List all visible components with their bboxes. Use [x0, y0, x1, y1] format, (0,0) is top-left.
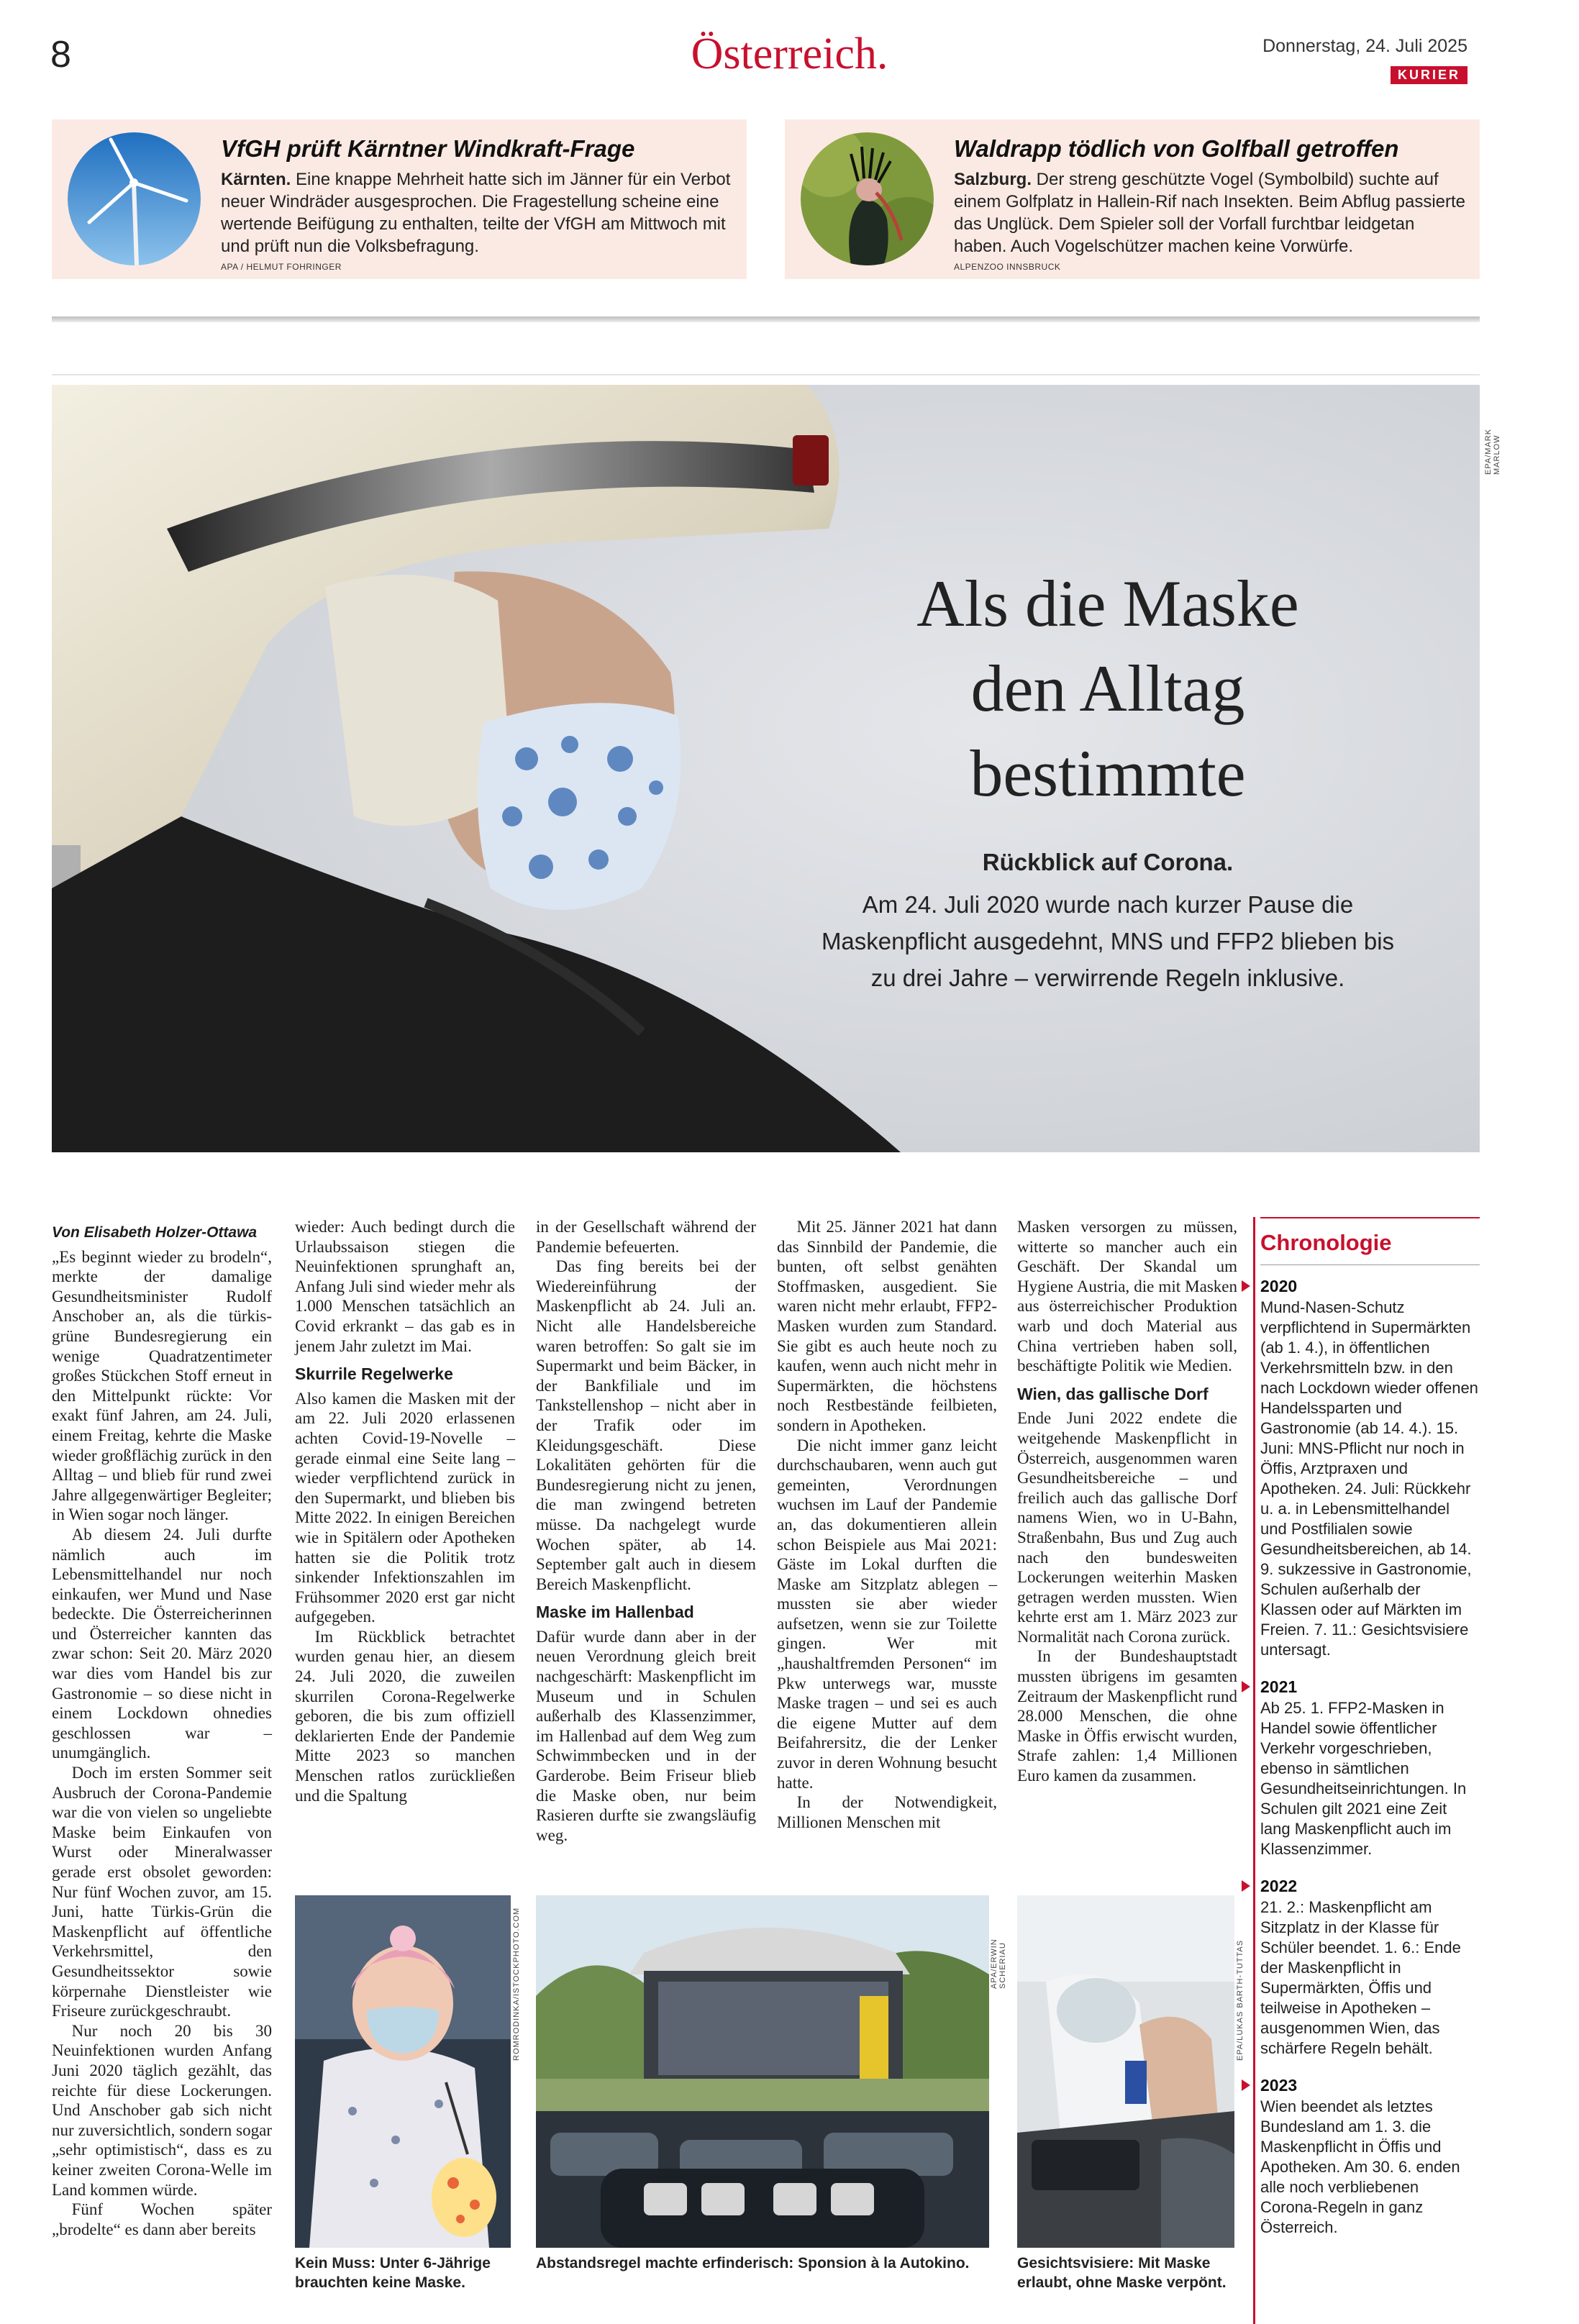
photo-credit: ROMRODINKA/ISTOCKPHOTO.COM — [512, 1907, 521, 2061]
article-column-2 — [295, 1217, 515, 1805]
photo-caption: Kein Muss: Unter 6-Jährige brauchten keine Maske. — [295, 2255, 491, 2291]
chronology-text: Mund-Nasen-Schutz verpflichtend in Supermärkten (ab 1. 4.), in öffentlichen Verkehrsmitteln bzw. in den nach Lockdown wieder offenen Handelssparten und Gastronomie (ab 14. 4.). 15. Juni: MNS-Pflicht nur noch in Öffis, Arztpraxen und Apotheken. 24. Juli: Rückkehr u. a. in Lebensmittelhandel und Postfilialen sowie Gesundheitsbereichen, ab 14. 9. sukzessive in Gastronomie, Schulen außerhalb der Klassen oder auf Märkten im Freien. 7. 11.: Gesichtsvisiere untersagt. — [1260, 1298, 1478, 1659]
photo-credit: ALPENZOO INNSBRUCK — [954, 262, 1061, 272]
paragraph: „Es beginnt wieder zu brodeln“, merkte der damalige Gesundheitsminister Rudolf Anschober an, als die türkis-grüne Bundesregierung ein wenige Quadratzentimeter großes Stückchen Stoff erneut in den Mittelpunkt rückte: Vor exakt fünf Jahren, am 24. Juli, einem Freitag, kehrte die Maske wieder großflächig zurück in den Alltag – und blieb für rund zwei Jahre allgegenwärtiger Begleiter; in Wien sogar noch länger. — [52, 1247, 272, 1524]
paragraph: Also kamen die Masken mit der am 22. Juli 2020 erlassenen achten Covid-19-Novelle – gerade einmal eine Seite lang – wieder verpflichtend zurück in den Supermarkt, und blieben bis Mitte 2022. In einigen Bereichen wie in Spitälern oder Apotheken hatten sie die Politik trotz sinkender Infektionszahlen im Frühsommer 2020 erst gar nicht aufgegeben. — [295, 1389, 515, 1626]
news-box-waldrapp — [785, 119, 1480, 279]
bird-photo — [801, 132, 934, 265]
issue-date: Donnerstag, 24. Juli 2025 — [1262, 36, 1467, 56]
byline: Von Elisabeth Holzer-Ottawa — [52, 1224, 258, 1241]
chronology-year: 2020 — [1260, 1277, 1480, 1296]
chronology-year: 2021 — [1260, 1677, 1480, 1697]
chronology-year: 2022 — [1260, 1877, 1480, 1896]
photo-credit: APA/ERWIN SCHERIAU — [990, 1938, 1007, 1989]
paragraph: Ab diesem 24. Juli durfte nämlich auch im Lebensmittelhandel nur noch einkaufen, wer Mund und Nase bedeckte. Die Österreicherinnen und Österreicher kannten das zwar schon: Seit 20. März 2020 war dies vom Handel bis zur Gastronomie – so diese nicht in einem Lockdown ohnedies geschlossen war – unumgänglich. — [52, 1525, 272, 1762]
paragraph: Im Rückblick betrachtet wurden genau hier, an diesem 24. Juli 2020, die zuweilen skurrilen Corona-Regelwerke geboren, die bis zum offiziell deklarierten Ende der Pandemie Mitte 2023 so manchen Menschen ratlos zurückließen und die Spaltung — [295, 1627, 515, 1805]
chronology-sidebar — [1260, 1217, 1480, 2255]
photo-caption: Abstandsregel machte erfinderisch: Sponsion à la Autokino. — [536, 2255, 970, 2271]
sidebar-rule — [1253, 1217, 1255, 2324]
news-title: VfGH prüft Kärntner Windkraft-Frage — [221, 135, 635, 162]
child-lantern-photo — [295, 1895, 511, 2248]
headline: Als die Maske den Alltag bestimmte — [916, 567, 1299, 810]
paragraph: Nur noch 20 bis 30 Neuinfektionen wurden Anfang Juni 2020 täglich gezählt, das reichte für diese Lockerungen. Und Anschober gab sich nicht nur zuversichtlich, sondern sogar „sehr optimistisch“, dass es zu keiner zweiten Corona-Welle im Land kommen würde. — [52, 2021, 272, 2199]
article-column-3 — [536, 1217, 756, 1845]
deck: Am 24. Juli 2020 wurde nach kurzer Pause die Maskenpflicht ausgedehnt, MNS und FFP2 blieben bis zu drei Jahre – verwirrende Regeln inklusive. — [821, 891, 1395, 991]
chronology-year: 2023 — [1260, 2076, 1480, 2095]
chronology-text: Ab 25. 1. FFP2-Masken in Handel sowie öffentlicher Verkehr vorgeschrieben, ebenso in sämtlichen Gesundheitseinrichtungen. In Schulen gilt 2021 eine Zeit lang Maskenpflicht auch im Klassenzimmer. — [1260, 1699, 1467, 1858]
paragraph: Das fing bereits bei der Wiedereinführung der Maskenpflicht ab 24. Juli an. Nicht alle Handelsbereiche waren betroffen: So galt sie im Supermarkt und beim Bäcker, in der Bankfiliale und im Tankstellenshop – nicht aber in der Trafik oder im Kleidungsgeschäft. Diese Lokalitäten gehörten für die Bundesregierung nicht zu jenen, die man zwingend betreten müsse. Da nachgelegt wurde Wochen später, ab 14. September galt auch in diesem Bereich Maskenpflicht. — [536, 1257, 756, 1593]
paragraph: Masken versorgen zu müssen, witterte so mancher auch ein Geschäft. Der Skandal um Hygiene Austria, die mit Masken aus österreichischer Produktion warb und doch Material aus China vertrieben haben soll, beschäftigte Politik wie Medien. — [1017, 1218, 1237, 1375]
paragraph: Fünf Wochen später „brodelte“ es dann aber bereits — [52, 2200, 272, 2238]
test-station-photo — [1017, 1895, 1234, 2248]
article-column-4 — [777, 1217, 997, 1832]
paragraph: Ende Juni 2022 endete die weitgehende Maskenpflicht in Österreich, ausgenommen waren Gesundheitsbereiche – und freilich auch das gallische Dorf namens Wien, wo in U-Bahn, Straßenbahn, Bus und Zug auch nach den bundesweiten Lockerungen weiterhin Masken getragen werden mussten. Wien kehrte erst am 1. März 2023 zur Normalität nach Corona zurück. — [1017, 1409, 1237, 1646]
paragraph: Dafür wurde dann aber in der neuen Verordnung gleich breit nachgeschärft: Maskenpflicht im Museum und in Schulen außerhalb des Klassenzimmer, im Hallenbad auf dem Weg zum Schwimmbecken und in der Garderobe. Beim Friseur blieb die Maske oben, nur beim Rasieren durfte sie zwangsläufig weg. — [536, 1627, 756, 1844]
paragraph: Mit 25. Jänner 2021 hat dann das Sinnbild der Pandemie, die bunten, oft selbst genähten Stoffmasken, ausgedient. Sie waren nicht mehr erlaubt, FFP2-Masken wurden zum Standard. Sie gibt es auch heute noch zu kaufen, wenn auch nicht mehr in Supermärkten, die höchstens noch Restbestände feilbieten, sondern in Apotheken. — [777, 1218, 997, 1434]
paragraph: Doch im ersten Sommer seit Ausbruch der Corona-Pandemie war die von vielen so ungeliebte Maske beim Einkaufen von Wurst oder Mineralwasser gerade erst obsolet geworden: Nur fünf Wochen zuvor, am 15. Juni, hatte Türkis-Grün die Maskenpflicht auf öffentliche Verkehrsmittel, den Gesundheitssektor sowie körpernahe Dienstleister wie Friseure zurückgeschraubt. — [52, 1764, 272, 2020]
paragraph: In der Bundeshauptstadt mussten übrigens im gesamten Zeitraum der Maskenpflicht rund 28.000 Menschen, die ohne Maske in Öffis erwischt wurden, Strafe zahlen: 1,4 Millionen Euro kamen da zusammen. — [1017, 1647, 1237, 1785]
photo-credit: APA / HELMUT FOHRINGER — [221, 262, 342, 272]
separator-rule — [52, 316, 1480, 322]
paragraph: wieder: Auch bedingt durch die Urlaubssaison stiegen die Neuinfektionen sprunghaft an, Anfang Juli sind wieder mehr als 1.000 Menschen tatsächlich an Covid erkrankt – das gab es in jenem Jahr zuletzt im Mai. — [295, 1218, 515, 1355]
news-title: Waldrapp tödlich von Golfball getroffen — [954, 135, 1399, 162]
page-number: 8 — [50, 34, 71, 76]
separator-rule — [52, 374, 1480, 375]
photo-caption: Gesichtsvisiere: Mit Maske erlaubt, ohne Maske verpönt. — [1017, 2255, 1227, 2291]
subheading: Skurrile Regelwerke — [295, 1364, 453, 1384]
news-body: Kärnten. Eine knappe Mehrheit hatte sich im Jänner für ein Verbot neuer Windräder ausgesprochen. Die Fragestellung scheine eine wertende Beifügung zu enthalten, teilte der VfGH am Mittwoch mit und prüft nun die Volksbefragung. — [221, 170, 731, 256]
news-box-windkraft — [52, 119, 747, 279]
photo-credit: EPA/MARK MARLOW — [1484, 428, 1501, 475]
article-column-1 — [52, 1223, 272, 2239]
news-body: Salzburg. Der streng geschützte Vogel (Symbolbild) suchte auf einem Golfplatz in Hallein-Rif nach Insekten. Beim Abflug passierte das Unglück. Dem Spieler soll der Vorfall furchtbar leidgetan haben. Auch Vogelschützer machen keine Vorwürfe. — [954, 170, 1466, 256]
chronology-title: Chronologie — [1260, 1217, 1480, 1265]
drive-in-stage-photo — [536, 1895, 989, 2248]
kicker: Rückblick auf Corona. — [982, 849, 1234, 875]
paragraph: Die nicht immer ganz leicht durchschaubaren, wenn auch gut gemeinten, Verordnungen wuchsen im Lauf der Pandemie an, das dokumentieren allein schon Beispiele aus Mai 2021: Gäste im Lokal durften die Maske am Sitzplatz ablegen – mussten sie aber wieder aufsetzen, wenn sie zur Toilette gingen. Wer mit „haushaltfremden Personen“ im Pkw unterwegs war, musste Maske tragen – und sei es auch die eigene Mutter auf dem Beifahrersitz, die der Lenker zuvor in deren Wohnung besucht hatte. — [777, 1436, 997, 1792]
brand-logo: KURIER — [1391, 66, 1467, 84]
subheading: Wien, das gallische Dorf — [1017, 1384, 1209, 1403]
wind-turbine-photo — [68, 132, 201, 265]
article-column-5 — [1017, 1217, 1237, 1786]
chronology-text: Wien beendet als letztes Bundesland am 1. 3. die Maskenpflicht in Öffis und Apotheken. Am 30. 6. enden alle noch verbliebenen Corona-Regeln in ganz Österreich. — [1260, 2097, 1460, 2236]
paragraph: In der Notwendigkeit, Millionen Menschen mit — [777, 1793, 997, 1831]
chronology-text: 21. 2.: Maskenpflicht am Sitzplatz in der Klasse für Schüler beendet. 1. 6.: Ende der Maskenpflicht in Supermärkten, Öffis und teilweise in Apotheken – ausgenommen Wien, das schärfere Regeln behält. — [1260, 1898, 1461, 2057]
photo-credit: EPA/LUKAS BARTH-TUTTAS — [1236, 1939, 1244, 2061]
section-title: Österreich. — [691, 29, 888, 78]
subheading: Maske im Hallenbad — [536, 1603, 694, 1622]
paragraph: in der Gesellschaft während der Pandemie befeuerten. — [536, 1218, 756, 1256]
